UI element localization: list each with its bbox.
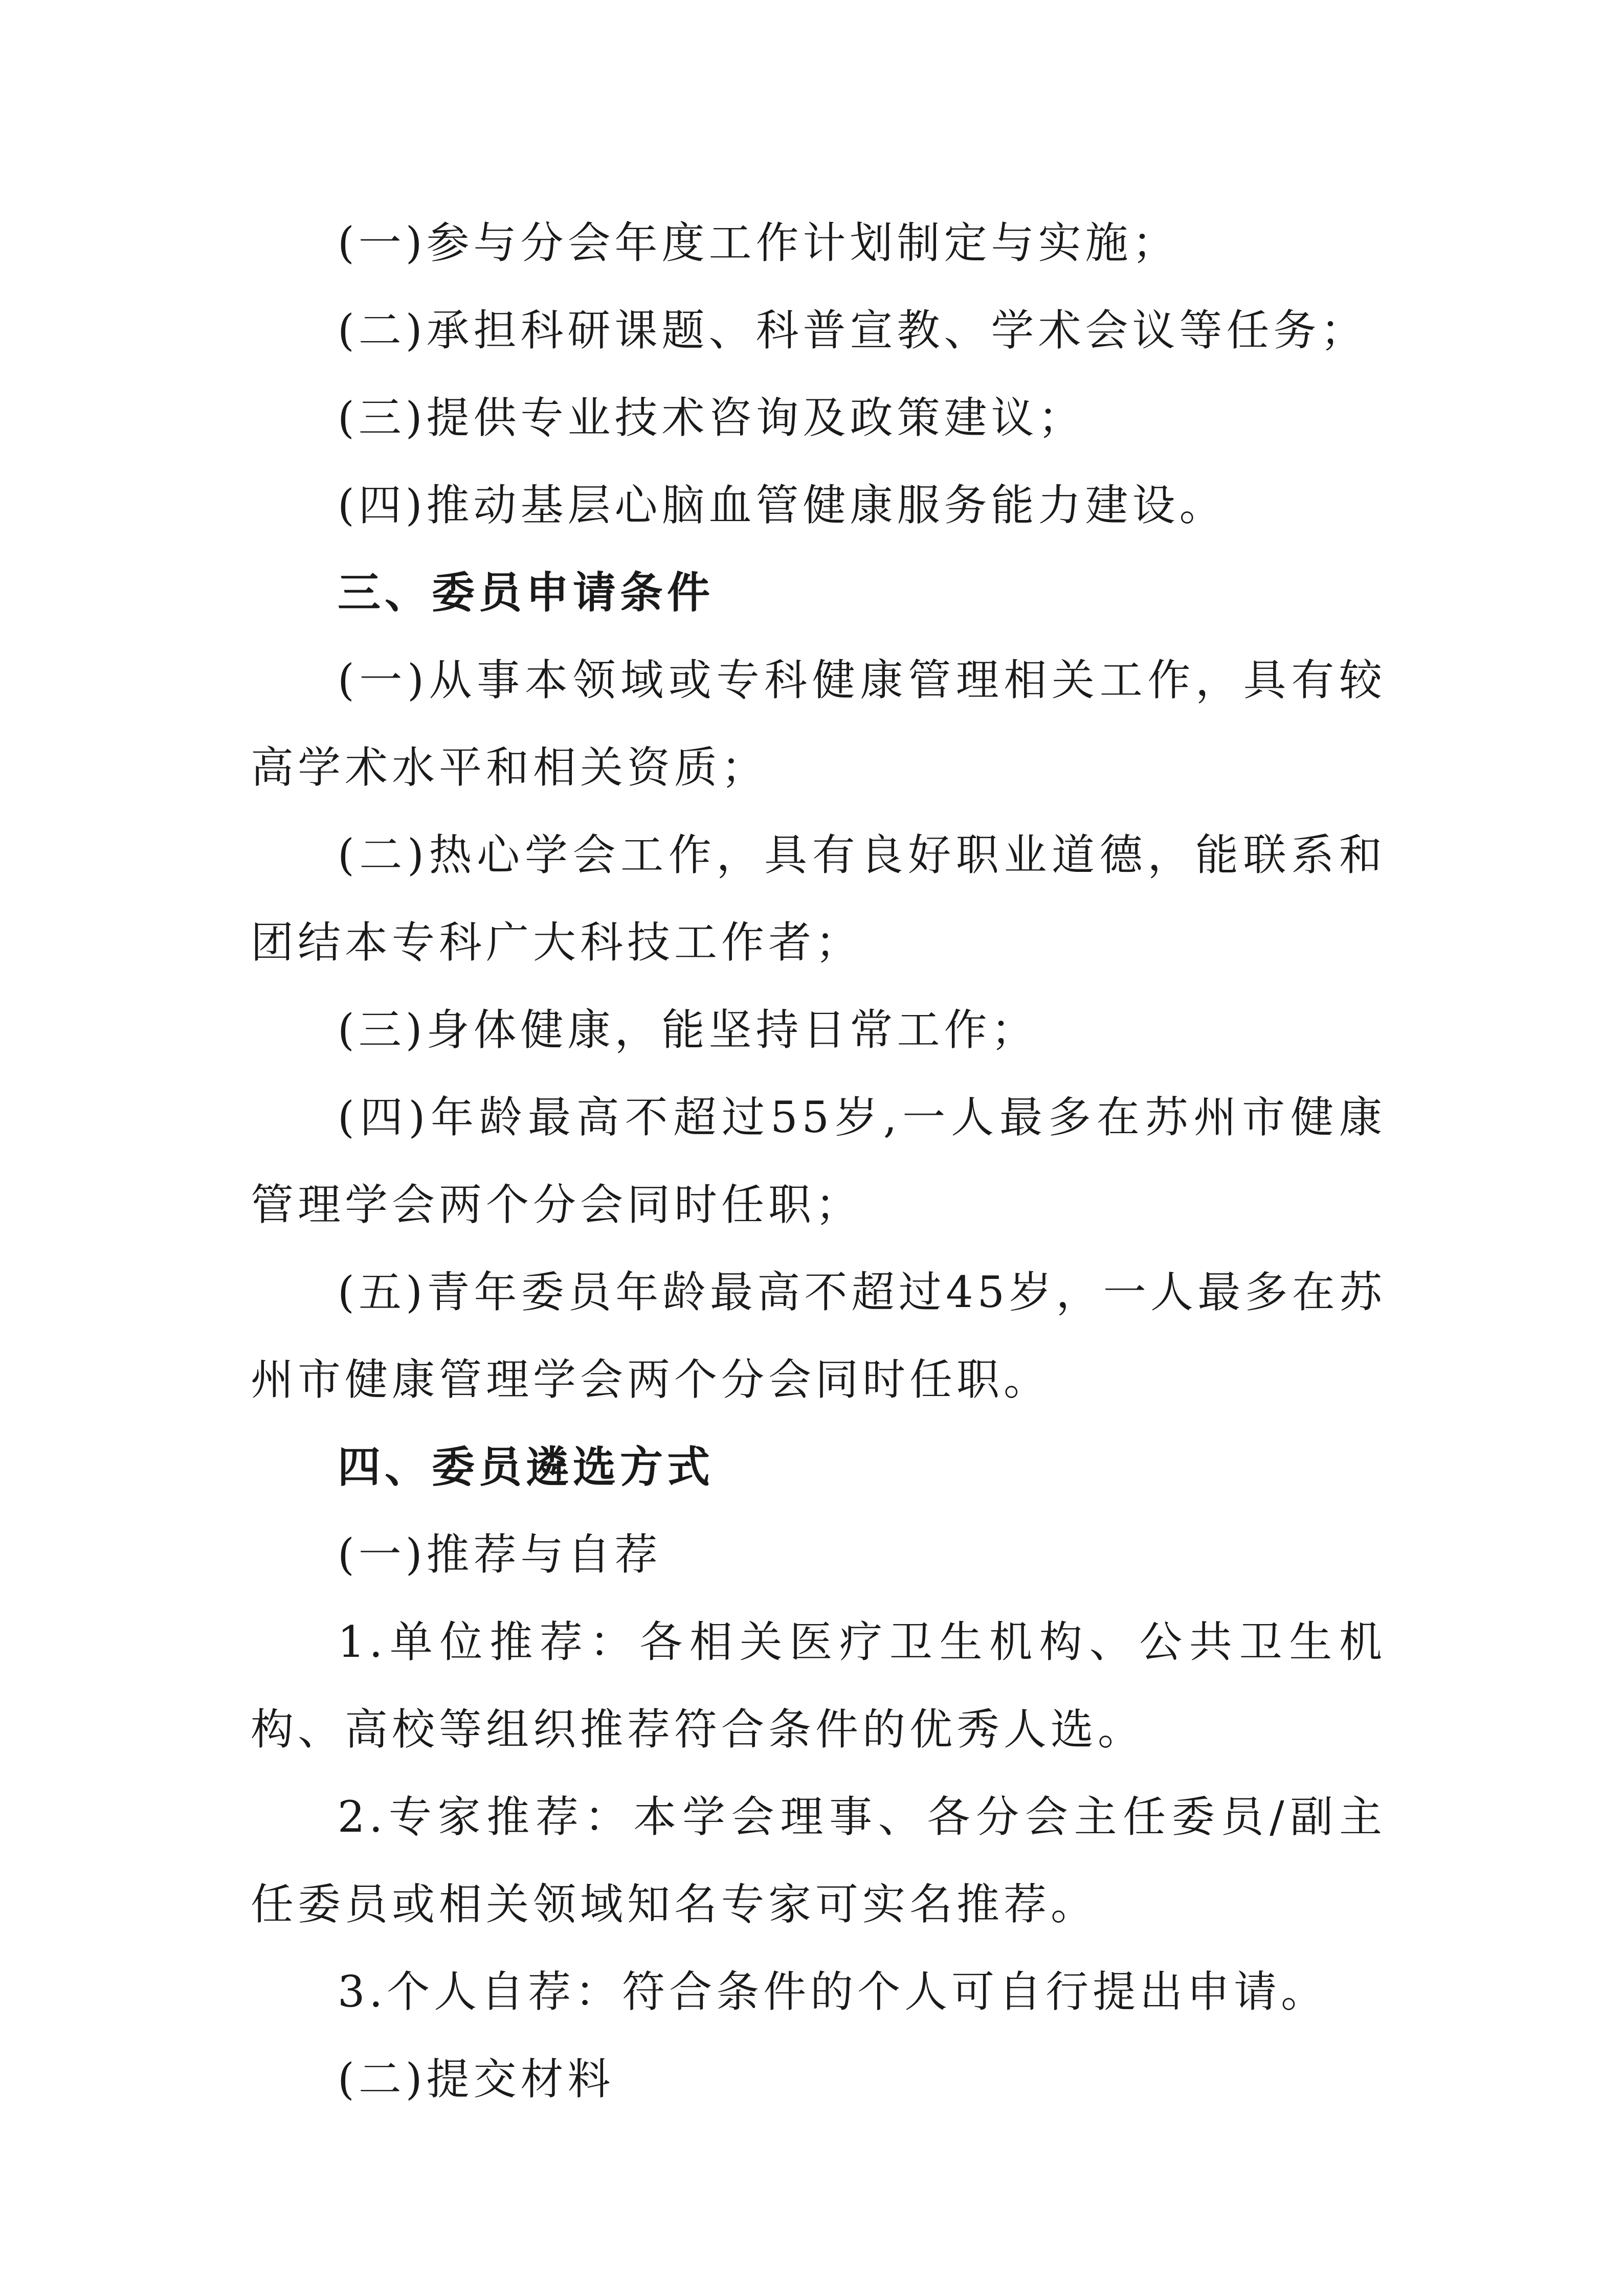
- paragraph-item-3: (三)提供专业技术咨询及政策建议；: [338, 393, 1085, 443]
- paragraph-item-4: (四)推动基层心脑血管健康服务能力建设。: [338, 480, 1227, 530]
- paragraph-expert-recommend: 2.专家推荐：本学会理事、各分会主任委员/副主任委员或相关领域知名专家可实名推荐。: [251, 1792, 1386, 1929]
- paragraph-condition-5: (五)青年委员年龄最高不超过45岁，一人最多在苏州市健康管理学会两个分会同时任职。: [251, 1267, 1386, 1405]
- section-heading-4: 四、委员遴选方式: [338, 1442, 715, 1492]
- paragraph-self-recommend: 3.个人自荐：符合条件的个人可自行提出申请。: [338, 1967, 1328, 2017]
- paragraph-item-2: (二)承担科研课题、科普宣教、学术会议等任务；: [338, 305, 1368, 355]
- paragraph-condition-3: (三)身体健康，能坚持日常工作；: [338, 1005, 1038, 1055]
- paragraph-condition-2: (二)热心学会工作，具有良好职业道德，能联系和团结本专科广大科技工作者；: [251, 830, 1386, 967]
- section-heading-3: 三、委员申请条件: [338, 568, 715, 618]
- document-page: [251, 199, 1386, 2123]
- paragraph-condition-1: (一)从事本领域或专科健康管理相关工作，具有较高学术水平和相关资质；: [251, 655, 1386, 793]
- paragraph-item-1: (一)参与分会年度工作计划制定与实施；: [338, 218, 1180, 268]
- paragraph-selection-1: (一)推荐与自荐: [338, 1529, 662, 1580]
- paragraph-submit-materials: (二)提交材料: [338, 2054, 615, 2104]
- paragraph-condition-4: (四)年龄最高不超过55岁,一人最多在苏州市健康管理学会两个分会同时任职；: [251, 1092, 1386, 1230]
- paragraph-unit-recommend: 1.单位推荐：各相关医疗卫生机构、公共卫生机构、高校等组织推荐符合条件的优秀人选。: [251, 1617, 1386, 1754]
